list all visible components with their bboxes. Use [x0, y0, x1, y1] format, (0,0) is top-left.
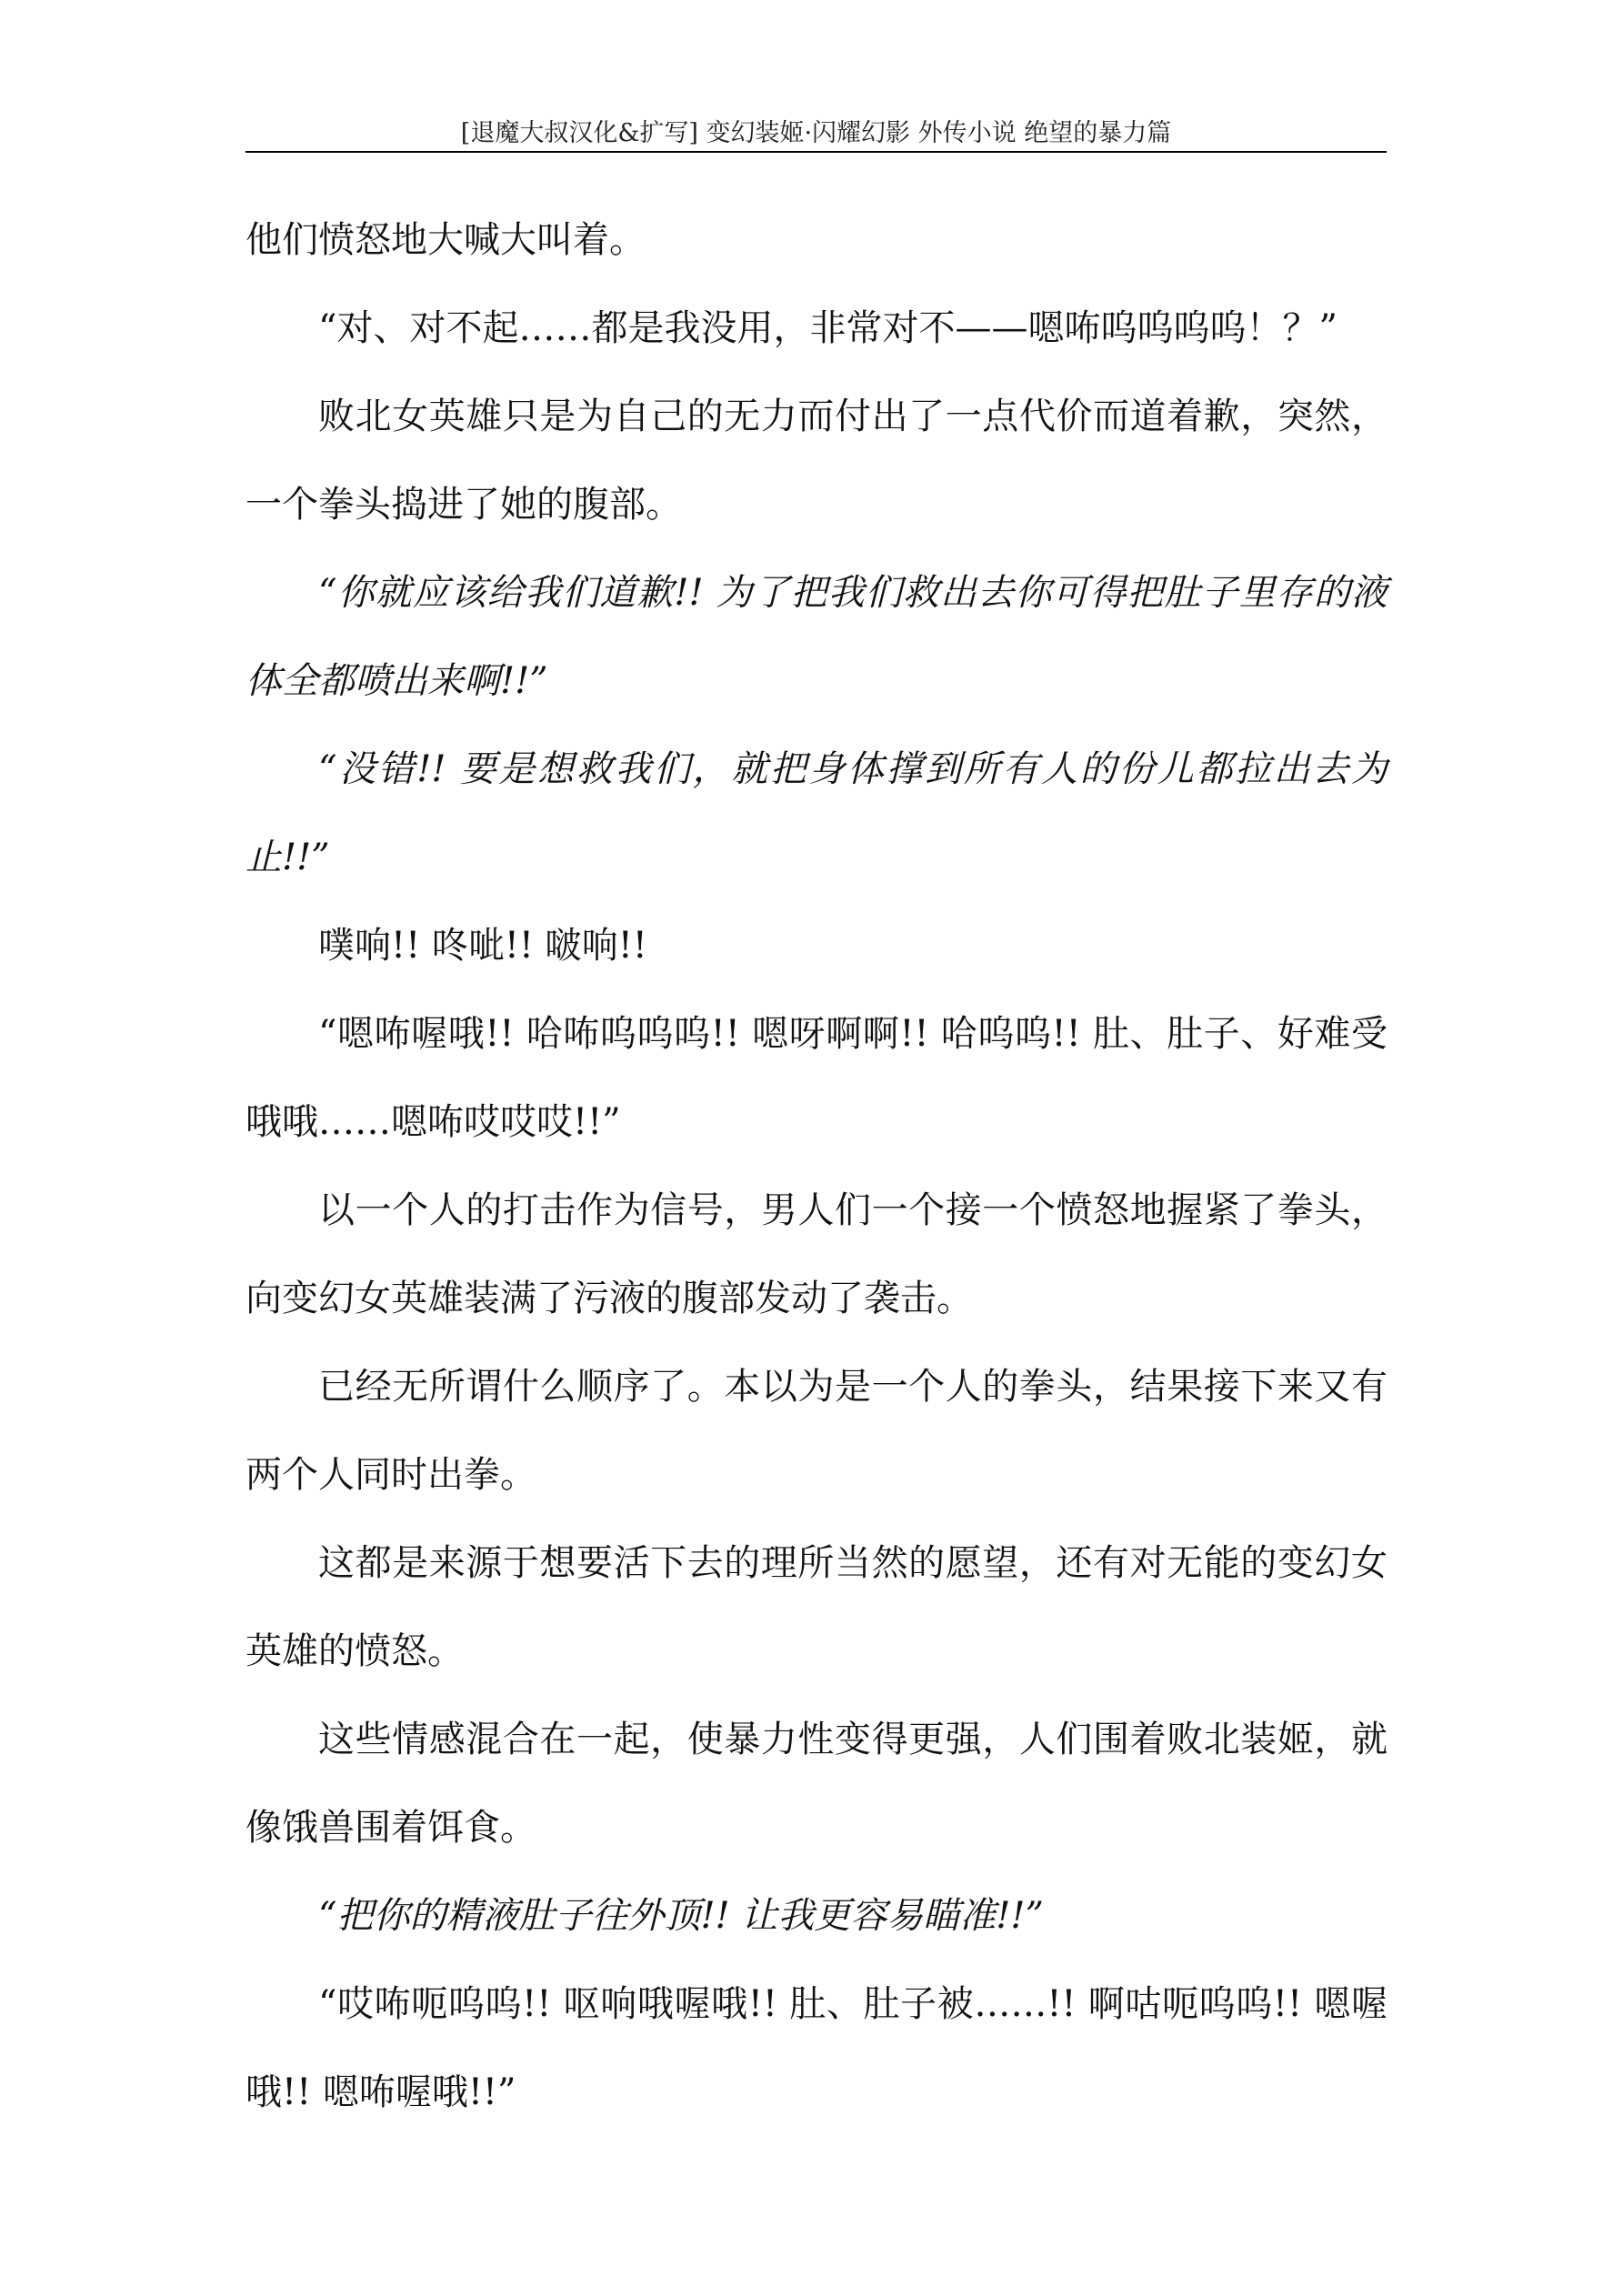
paragraph-5: “没错!! 要是想救我们，就把身体撑到所有人的份儿都拉出去为止!!” [245, 748, 1388, 878]
paragraph-6: 噗响!! 咚呲!! 啵响!! [318, 925, 647, 967]
paragraph-4: “你就应该给我们道歉!! 为了把我们救出去你可得把肚子里存的液体全都喷出来啊!!” [245, 572, 1388, 702]
paragraph-10: 这都是来源于想要活下去的理所当然的愿望，还有对无能的变幻女英雄的愤怒。 [245, 1542, 1388, 1672]
page-header: [退魔大叔汉化&扩写] 变幻装姬·闪耀幻影 外传小说 绝望的暴力篇 [460, 119, 1172, 147]
paragraph-12: “把你的精液肚子往外顶!! 让我更容易瞄准!!” [318, 1895, 1044, 1937]
paragraph-3: 败北女英雄只是为自己的无力而付出了一点代价而道着歉，突然，一个拳头捣进了她的腹部。 [245, 396, 1388, 526]
paragraph-9: 已经无所谓什么顺序了。本以为是一个人的拳头，结果接下来又有两个人同时出拳。 [245, 1366, 1388, 1496]
paragraph-13: “哎咘呃呜呜!! 呕响哦喔哦!! 肚、肚子被……!! 啊咕呃呜呜!! 嗯喔哦!! 嗯咘喔哦!!” [245, 1983, 1388, 2113]
document-body [245, 196, 1388, 2137]
paragraph-1: 他们愤怒地大喊大叫着。 [245, 219, 646, 261]
paragraph-11: 这些情感混合在一起，使暴力性变得更强，人们围着败北装姬，就像饿兽围着饵食。 [245, 1719, 1388, 1849]
paragraph-7: “嗯咘喔哦!! 哈咘呜呜呜!! 嗯呀啊啊!! 哈呜呜!! 肚、肚子、好难受哦哦……嗯咘哎哎哎!!” [245, 1013, 1388, 1143]
header-divider [245, 151, 1387, 153]
paragraph-8: 以一个人的打击作为信号，男人们一个接一个愤怒地握紧了拳头，向变幻女英雄装满了污液的腹部发动了袭击。 [245, 1189, 1388, 1319]
paragraph-2: “对、对不起……都是我没用，非常对不——嗯咘呜呜呜呜！？” [318, 307, 1337, 349]
